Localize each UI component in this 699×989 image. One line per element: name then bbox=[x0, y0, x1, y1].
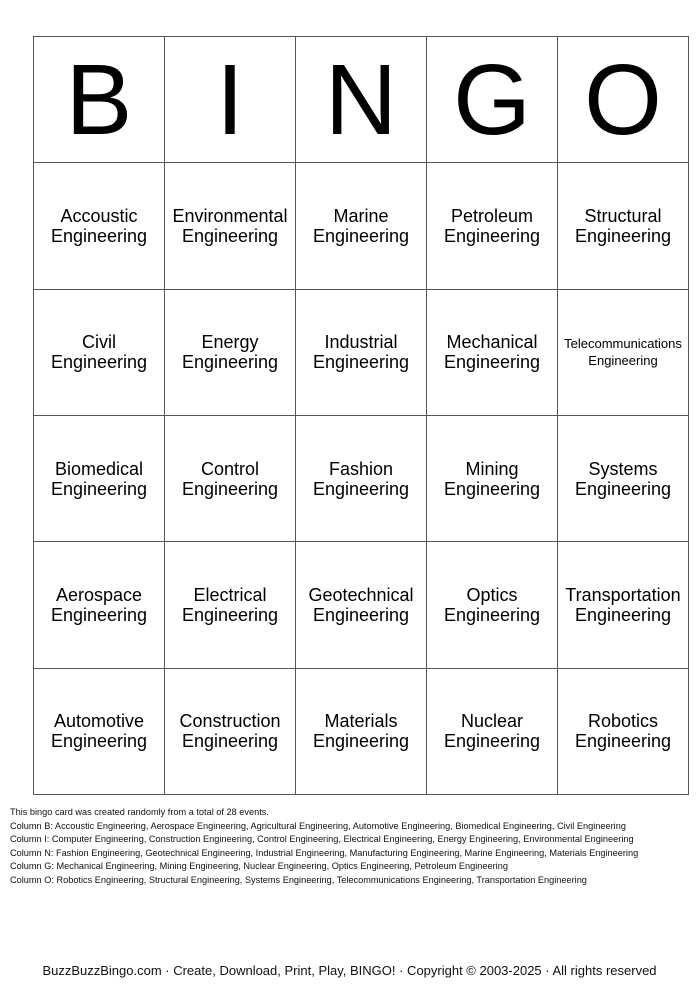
header-letter-n: N bbox=[296, 37, 427, 163]
card-row bbox=[34, 163, 689, 289]
card-cell bbox=[558, 415, 689, 541]
card-cell bbox=[427, 542, 558, 668]
cell-text-line: Petroleum bbox=[450, 205, 534, 226]
notes-column-n: Column N: Fashion Engineering, Geotechnical Engineering, Industrial Engineering, Manufacturing Engineering, Marine Engineering, Materials Engineering bbox=[10, 847, 639, 858]
card-cell bbox=[165, 289, 296, 415]
cell-text-line: Engineering bbox=[588, 353, 658, 369]
header-letter-g: G bbox=[427, 37, 558, 163]
cell-text-line: Accoustic bbox=[60, 205, 138, 226]
cell-text-line: Aerospace bbox=[55, 584, 143, 605]
card-cell bbox=[34, 542, 165, 668]
cell-text-line: Construction bbox=[179, 711, 281, 732]
cell-text-line: Energy bbox=[201, 332, 259, 353]
cell-text-line: Engineering bbox=[574, 731, 672, 752]
header-letter-i: I bbox=[165, 37, 296, 163]
cell-text-line: Structural bbox=[584, 205, 662, 226]
cell-text-line: Engineering bbox=[181, 478, 279, 499]
card-cell bbox=[558, 668, 689, 794]
cell-text-line: Engineering bbox=[443, 604, 541, 625]
cell-text-line: Engineering bbox=[443, 731, 541, 752]
cell-text-line: Engineering bbox=[443, 225, 541, 246]
card-cell bbox=[558, 163, 689, 289]
cell-text-line: Engineering bbox=[312, 604, 410, 625]
card-row bbox=[34, 668, 689, 794]
cell-text-line: Engineering bbox=[312, 478, 410, 499]
cell-text-line: Engineering bbox=[50, 731, 148, 752]
card-cell bbox=[427, 668, 558, 794]
cell-text-line: Engineering bbox=[574, 478, 672, 499]
cell-text-line: Engineering bbox=[181, 225, 279, 246]
card-cell bbox=[165, 668, 296, 794]
card-cell bbox=[296, 289, 427, 415]
cell-text-line: Engineering bbox=[181, 604, 279, 625]
cell-text-line: Geotechnical bbox=[308, 584, 414, 605]
card-cell bbox=[558, 542, 689, 668]
card-row bbox=[34, 415, 689, 541]
header-row bbox=[34, 37, 689, 163]
cell-text-line: Biomedical bbox=[54, 458, 144, 479]
cell-text-line: Systems bbox=[588, 458, 658, 479]
card-row bbox=[34, 542, 689, 668]
card-cell bbox=[427, 415, 558, 541]
cell-text-line: Engineering bbox=[312, 225, 410, 246]
cell-text-line: Engineering bbox=[50, 478, 148, 499]
card-cell bbox=[296, 163, 427, 289]
card-cell bbox=[427, 163, 558, 289]
card-cell bbox=[165, 163, 296, 289]
cell-text-line: Engineering bbox=[312, 731, 410, 752]
card-cell bbox=[165, 542, 296, 668]
notes-column-o: Column O: Robotics Engineering, Structural Engineering, Systems Engineering, Telecommunications Engineering, Transportation Engineering bbox=[10, 874, 587, 885]
footer: BuzzBuzzBingo.com · Create, Download, Print, Play, BINGO! · Copyright © 2003-2025 · All rights reserved bbox=[42, 963, 657, 978]
cell-text-line: Mining bbox=[465, 458, 519, 479]
cell-text-line: Engineering bbox=[574, 604, 672, 625]
cell-text-line: Engineering bbox=[50, 352, 148, 373]
cell-text-line: Engineering bbox=[50, 225, 148, 246]
cell-text-line: Civil bbox=[82, 332, 116, 353]
cell-text-line: Control bbox=[200, 458, 260, 479]
cell-text-line: Automotive bbox=[53, 711, 145, 732]
cell-text-line: Engineering bbox=[443, 478, 541, 499]
cell-text-line: Fashion bbox=[328, 458, 394, 479]
card-cell bbox=[34, 415, 165, 541]
card-cell bbox=[558, 289, 689, 415]
header-letter-b: B bbox=[34, 37, 165, 163]
notes-intro: This bingo card was created randomly from a total of 28 events. bbox=[10, 807, 269, 817]
cell-text-line: Environmental bbox=[172, 205, 288, 226]
cell-text-line: Transportation bbox=[565, 584, 681, 605]
header-letter-o: O bbox=[558, 37, 689, 163]
cell-text-line: Optics bbox=[466, 584, 518, 605]
card-cell bbox=[296, 668, 427, 794]
card-cell bbox=[165, 415, 296, 541]
bingo-card bbox=[33, 36, 689, 795]
cell-text-line: Engineering bbox=[312, 352, 410, 373]
card-cell bbox=[296, 415, 427, 541]
card-cell bbox=[427, 289, 558, 415]
cell-text-line: Mechanical bbox=[446, 332, 538, 353]
cell-text-line: Engineering bbox=[181, 352, 279, 373]
cell-text-line: Industrial bbox=[324, 332, 398, 353]
cell-text-line: Engineering bbox=[574, 225, 672, 246]
cell-text-line: Electrical bbox=[193, 584, 267, 605]
notes-column-i: Column I: Computer Engineering, Construction Engineering, Control Engineering, Electrical Engineering, Energy Engineering, Environmental Engineering bbox=[10, 834, 634, 845]
cell-text-line: Telecommunications bbox=[564, 336, 682, 352]
card-row bbox=[34, 289, 689, 415]
cell-text-line: Marine bbox=[333, 205, 389, 226]
card-cell bbox=[296, 542, 427, 668]
card-cell bbox=[34, 289, 165, 415]
notes-column-b: Column B: Accoustic Engineering, Aerospace Engineering, Agricultural Engineering, Automotive Engineering, Biomedical Engineering, Civil Engineering bbox=[10, 820, 626, 831]
cell-text-line: Engineering bbox=[181, 731, 279, 752]
cell-text-line: Nuclear bbox=[460, 711, 524, 732]
cell-text-line: Robotics bbox=[587, 711, 659, 732]
cell-text-line: Engineering bbox=[50, 604, 148, 625]
notes-column-g: Column G: Mechanical Engineering, Mining Engineering, Nuclear Engineering, Optics Engineering, Petroleum Engineering bbox=[10, 861, 508, 872]
card-cell bbox=[34, 163, 165, 289]
card-cell bbox=[34, 668, 165, 794]
card-notes bbox=[10, 806, 638, 888]
cell-text-line: Engineering bbox=[443, 352, 541, 373]
cell-text-line: Materials bbox=[324, 711, 398, 732]
